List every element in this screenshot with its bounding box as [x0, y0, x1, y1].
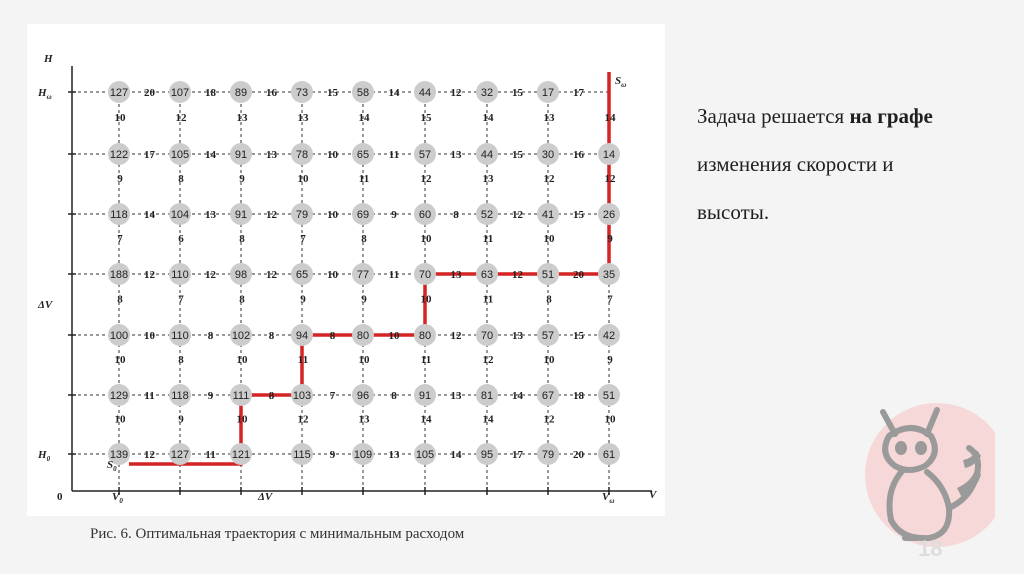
side-text	[697, 92, 997, 236]
edge-cost-horizontal: 20	[144, 87, 155, 99]
edge-cost-vertical: 13	[236, 112, 248, 124]
edge-cost-horizontal: 8	[453, 209, 459, 221]
edge-cost-horizontal: 20	[573, 269, 584, 281]
graph-node-value: 94	[295, 330, 309, 342]
x-tick-label: $V_\omega$	[602, 491, 615, 505]
edge-cost-horizontal: 12	[144, 269, 155, 281]
side-text-line-3: высоты.	[697, 200, 770, 224]
side-text-bold: на графе	[849, 104, 933, 128]
graph-node-value: 110	[171, 330, 189, 342]
edge-cost-vertical: 12	[297, 413, 309, 426]
edge-cost-vertical: 10	[114, 112, 126, 124]
edge-cost-vertical: 14	[604, 112, 616, 124]
graph-node-value: 95	[480, 449, 494, 461]
graph-node-value: 70	[480, 330, 494, 342]
edge-cost-horizontal: 10	[327, 209, 338, 221]
edge-cost-horizontal: 12	[450, 87, 462, 99]
graph-node-value: 80	[418, 330, 432, 342]
edge-cost-horizontal: 10	[327, 149, 338, 161]
edge-cost-horizontal: 12	[144, 449, 155, 461]
edge-cost-horizontal: 10	[327, 269, 338, 281]
edge-cost-horizontal: 8	[329, 330, 336, 342]
edge-cost-vertical: 8	[239, 233, 245, 245]
edge-cost-horizontal: 12	[512, 209, 523, 221]
edge-cost-horizontal: 9	[391, 209, 397, 221]
edge-cost-vertical: 10	[420, 293, 432, 306]
graph-node-value: 60	[418, 209, 432, 221]
edge-cost-vertical: 9	[361, 293, 367, 306]
graph-node-value: 81	[480, 390, 494, 402]
graph-node-value: 104	[170, 209, 190, 221]
graph-node-value: 121	[231, 449, 251, 461]
end-node-label: $S_\omega$	[615, 75, 627, 89]
graph-node-value: 14	[602, 149, 616, 161]
edge-cost-vertical: 13	[297, 112, 309, 124]
edge-cost-horizontal: 11	[388, 149, 400, 161]
page-number: 18	[918, 536, 943, 561]
edge-cost-horizontal: 14	[450, 449, 462, 461]
edge-cost-vertical: 10	[236, 413, 248, 426]
edge-cost-horizontal: 18	[573, 390, 584, 402]
edge-cost-vertical: 7	[607, 293, 613, 306]
graph-node-value: 139	[109, 449, 129, 461]
edge-cost-horizontal: 17	[144, 149, 155, 161]
graph-node-value: 100	[109, 330, 129, 342]
edge-cost-vertical: 7	[117, 233, 123, 245]
graph-node-value: 103	[292, 390, 312, 402]
graph-node-value: 51	[602, 390, 616, 402]
edge-cost-vertical: 14	[482, 413, 494, 426]
edge-cost-horizontal: 12	[450, 330, 462, 342]
edge-cost-horizontal: 13	[388, 449, 400, 461]
x-tick-label: ΔV	[258, 491, 273, 503]
edge-cost-horizontal: 8	[391, 390, 397, 402]
edge-cost-vertical: 14	[358, 112, 370, 124]
graph-node-value: 91	[418, 390, 432, 402]
side-text-normal: Задача решается	[697, 104, 850, 128]
graph-node-value: 70	[418, 269, 432, 281]
edge-cost-horizontal: 15	[573, 209, 584, 221]
side-text-line-1	[697, 92, 997, 140]
graph-figure	[27, 24, 665, 516]
graph-node-value: 51	[541, 269, 555, 281]
edge-cost-vertical: 10	[114, 413, 126, 426]
edge-cost-vertical: 12	[175, 112, 187, 124]
graph-node-value: 57	[418, 149, 432, 161]
edge-cost-horizontal: 13	[205, 209, 216, 221]
raccoon-logo-icon	[845, 390, 995, 550]
graph-node-value: 118	[171, 390, 189, 402]
graph-node-value: 188	[109, 269, 129, 281]
graph-node-value: 61	[602, 449, 616, 461]
edge-cost-vertical: 9	[607, 233, 613, 245]
edge-cost-horizontal: 14	[144, 209, 155, 221]
y-tick-label: $H_0$	[38, 449, 51, 463]
edge-cost-vertical: 10	[358, 354, 370, 366]
edge-cost-horizontal: 11	[205, 449, 216, 461]
graph-node-value: 42	[602, 330, 616, 342]
edge-cost-vertical: 10	[420, 233, 432, 245]
y-tick-label: ΔV	[38, 299, 53, 311]
edge-cost-horizontal: 20	[573, 449, 584, 461]
graph-node-value: 98	[234, 269, 248, 281]
edge-cost-horizontal: 10	[144, 330, 155, 342]
edge-cost-vertical: 12	[543, 173, 555, 185]
edge-cost-horizontal: 17	[512, 449, 523, 461]
edge-cost-horizontal: 8	[268, 390, 275, 402]
graph-node-value: 63	[480, 269, 494, 281]
edge-cost-horizontal: 14	[205, 149, 216, 161]
edge-cost-vertical: 10	[604, 413, 616, 426]
graph-node-value: 122	[109, 149, 129, 161]
x-tick-label: $V_0$	[112, 491, 123, 505]
graph-node-value: 105	[170, 149, 190, 161]
edge-cost-horizontal: 13	[450, 149, 462, 161]
edge-cost-vertical: 10	[236, 354, 248, 366]
edge-cost-horizontal: 18	[205, 87, 216, 99]
y-axis-label: H	[44, 53, 53, 65]
graph-node-value: 17	[541, 87, 555, 99]
edge-cost-vertical: 7	[178, 293, 184, 306]
graph-node-value: 129	[109, 390, 129, 402]
edge-cost-vertical: 13	[543, 112, 555, 124]
edge-cost-vertical: 10	[114, 354, 126, 366]
graph-node-value: 110	[171, 269, 189, 281]
edge-cost-vertical: 10	[543, 354, 555, 366]
edge-cost-vertical: 11	[482, 293, 494, 306]
edge-cost-horizontal: 12	[266, 209, 277, 221]
edge-cost-vertical: 12	[420, 173, 432, 185]
graph-node-value: 111	[232, 390, 250, 402]
edge-cost-vertical: 15	[420, 112, 432, 124]
graph-node-value: 32	[480, 87, 494, 99]
edge-cost-vertical: 8	[546, 293, 552, 306]
edge-cost-vertical: 7	[300, 233, 306, 245]
edge-cost-vertical: 12	[604, 173, 616, 185]
graph-node-value: 79	[541, 449, 555, 461]
graph-node-value: 69	[356, 209, 370, 221]
graph-node-value: 57	[541, 330, 555, 342]
graph-node-value: 115	[293, 449, 311, 461]
edge-cost-horizontal: 11	[144, 390, 155, 402]
edge-cost-vertical: 6	[178, 233, 184, 245]
edge-cost-vertical: 8	[178, 354, 184, 366]
edge-cost-horizontal: 10	[388, 330, 400, 342]
graph-svg	[27, 24, 665, 516]
graph-node-value: 118	[110, 209, 128, 221]
edge-cost-vertical: 11	[297, 354, 309, 366]
edge-cost-vertical: 12	[543, 413, 555, 426]
graph-node-value: 44	[480, 149, 494, 161]
edge-cost-vertical: 12	[482, 354, 494, 366]
edge-cost-horizontal: 13	[450, 269, 462, 281]
graph-node-value: 89	[234, 87, 248, 99]
graph-node-value: 91	[234, 209, 248, 221]
graph-node-value: 35	[602, 269, 616, 281]
graph-node-value: 44	[418, 87, 432, 99]
edge-cost-horizontal: 13	[266, 149, 277, 161]
edge-cost-horizontal: 15	[512, 87, 523, 99]
origin-label: 0	[57, 491, 63, 503]
edge-cost-horizontal: 9	[207, 390, 214, 402]
edge-cost-vertical: 9	[300, 293, 306, 306]
edge-cost-vertical: 9	[117, 173, 123, 185]
edge-cost-horizontal: 15	[327, 87, 338, 99]
edge-cost-horizontal: 12	[205, 269, 216, 281]
graph-node-value: 26	[602, 209, 616, 221]
y-tick-label: $H_\omega$	[38, 87, 52, 101]
edge-cost-horizontal: 9	[329, 449, 336, 461]
edge-cost-vertical: 8	[361, 233, 367, 245]
edge-cost-vertical: 8	[239, 293, 245, 306]
edge-cost-vertical: 13	[482, 173, 494, 185]
edge-cost-horizontal: 16	[266, 87, 277, 99]
edge-cost-horizontal: 15	[573, 330, 584, 342]
edge-cost-horizontal: 8	[207, 330, 214, 342]
edge-cost-horizontal: 16	[573, 149, 584, 161]
edge-cost-vertical: 8	[117, 293, 123, 306]
edge-cost-vertical: 11	[358, 173, 370, 185]
graph-node-value: 80	[356, 330, 370, 342]
edge-cost-vertical: 9	[178, 413, 184, 426]
graph-node-value: 58	[356, 87, 370, 99]
edge-cost-horizontal: 14	[512, 390, 523, 402]
edge-cost-vertical: 11	[420, 354, 432, 366]
graph-node-value: 41	[541, 209, 555, 221]
figure-caption: Рис. 6. Оптимальная траектория с минимальным расходом	[90, 526, 465, 542]
graph-node-value: 102	[231, 330, 251, 342]
graph-node-value: 91	[234, 149, 248, 161]
edge-cost-vertical: 8	[178, 173, 184, 185]
edge-cost-vertical: 9	[239, 173, 245, 185]
edge-cost-vertical: 9	[607, 354, 613, 366]
graph-node-value: 96	[356, 390, 370, 402]
edge-cost-horizontal: 8	[268, 330, 275, 342]
graph-node-value: 73	[295, 87, 309, 99]
edge-cost-horizontal: 14	[388, 87, 400, 99]
start-node-label: $S_0$	[107, 459, 117, 473]
graph-node-value: 109	[353, 449, 373, 461]
graph-node-value: 127	[170, 449, 190, 461]
edge-cost-vertical: 14	[420, 413, 432, 426]
edge-cost-horizontal: 15	[512, 149, 523, 161]
edge-cost-horizontal: 17	[573, 87, 584, 99]
edge-cost-vertical: 10	[297, 173, 309, 185]
edge-cost-vertical: 11	[482, 233, 494, 245]
graph-node-value: 30	[541, 149, 555, 161]
graph-node-value: 67	[541, 390, 555, 402]
edge-cost-vertical: 13	[358, 413, 370, 426]
graph-node-value: 107	[170, 87, 190, 99]
x-axis-label: V	[649, 489, 657, 501]
edge-cost-horizontal: 13	[512, 330, 523, 342]
edge-cost-horizontal: 13	[450, 390, 462, 402]
graph-node-value: 127	[109, 87, 129, 99]
side-text-line-2: изменения скорости и	[697, 152, 894, 176]
graph-node-value: 52	[480, 209, 494, 221]
edge-cost-horizontal: 12	[266, 269, 277, 281]
graph-node-value: 78	[295, 149, 309, 161]
edge-cost-horizontal: 11	[388, 269, 400, 281]
edge-cost-horizontal: 12	[512, 269, 523, 281]
graph-node-value: 79	[295, 209, 309, 221]
edge-cost-vertical: 14	[482, 112, 494, 124]
graph-node-value: 105	[415, 449, 435, 461]
graph-node-value: 77	[356, 269, 370, 281]
edge-cost-vertical: 10	[543, 233, 555, 245]
edge-cost-horizontal: 7	[329, 390, 336, 402]
graph-node-value: 65	[295, 269, 309, 281]
graph-node-value: 65	[356, 149, 370, 161]
